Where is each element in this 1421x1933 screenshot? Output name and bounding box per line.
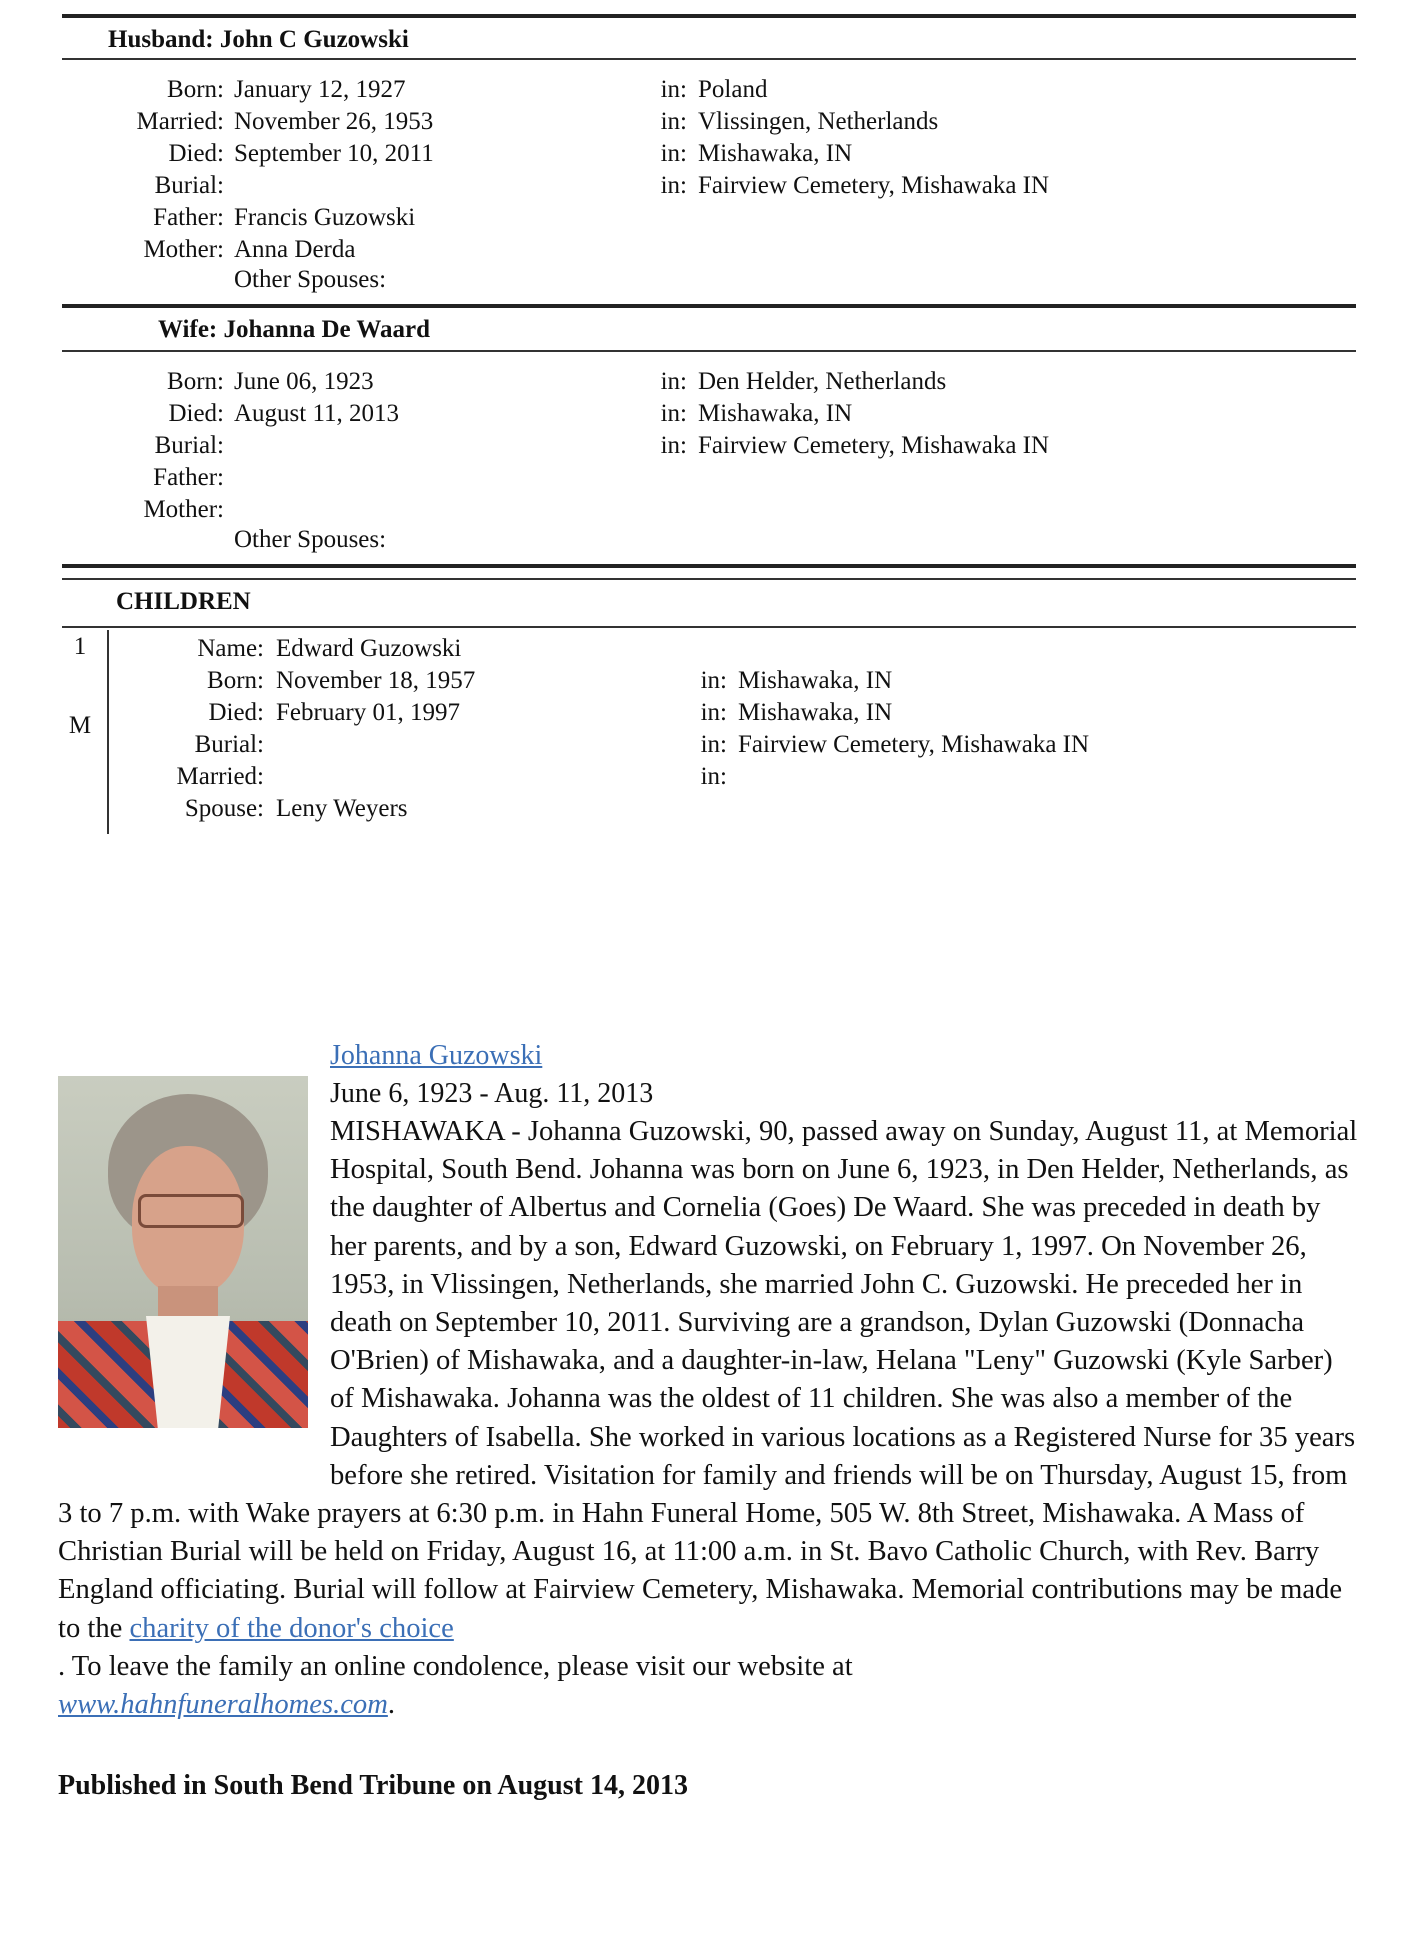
field-value: Leny Weyers: [276, 795, 408, 822]
place-label: in:: [700, 731, 727, 758]
field-label: Born:: [167, 368, 224, 395]
field-label: Father:: [153, 464, 224, 491]
obituary-dates: June 6, 1923 - Aug. 11, 2013: [330, 1078, 654, 1109]
field-label: Burial:: [194, 731, 264, 758]
place-label: in:: [700, 699, 727, 726]
field-label: Father:: [153, 204, 224, 231]
field-value: Edward Guzowski: [276, 635, 462, 662]
place-label: in:: [700, 763, 727, 790]
place-label: in:: [660, 140, 687, 167]
wife-top-rule: [62, 304, 1356, 308]
website-link[interactable]: www.hahnfuneralhomes.com: [58, 1689, 388, 1721]
place-label: in:: [660, 172, 687, 199]
field-value: September 10, 2011: [234, 140, 434, 167]
field-label: Name:: [197, 635, 264, 662]
field-label: Mother:: [143, 496, 224, 523]
wife-name: Johanna De Waard: [223, 316, 431, 343]
field-value: Anna Derda: [234, 236, 356, 263]
child-sex: M: [68, 712, 92, 739]
field-label: Born:: [207, 667, 264, 694]
field-label: Died:: [208, 699, 264, 726]
wife-heading: [158, 316, 430, 344]
place-label: in:: [660, 368, 687, 395]
field-value: August 11, 2013: [234, 400, 400, 427]
place-value: Mishawaka, IN: [738, 699, 893, 726]
place-label: in:: [700, 667, 727, 694]
place-label: in:: [660, 432, 687, 459]
field-value: November 18, 1957: [276, 667, 476, 694]
field-value: November 26, 1953: [234, 108, 434, 135]
end-period: .: [387, 1689, 396, 1721]
field-label: Burial:: [154, 172, 224, 199]
place-value: Fairview Cemetery, Mishawaka IN: [738, 731, 1090, 758]
child-number: 1: [73, 633, 87, 660]
place-value: Poland: [698, 76, 768, 103]
field-label: Spouse:: [184, 795, 264, 822]
place-label: in:: [660, 400, 687, 427]
children-top-rule: [62, 564, 1356, 568]
field-label: Married:: [136, 108, 224, 135]
field-value: June 06, 1923: [234, 368, 374, 395]
field-label: Died:: [168, 140, 224, 167]
place-value: Fairview Cemetery, Mishawaka IN: [698, 432, 1050, 459]
children-heading-rule: [62, 626, 1356, 628]
place-value: Den Helder, Netherlands: [698, 368, 947, 395]
field-label: Mother:: [143, 236, 224, 263]
place-value: Fairview Cemetery, Mishawaka IN: [698, 172, 1050, 199]
obituary-body: [58, 1113, 1358, 1724]
wife-heading-rule: [62, 350, 1356, 352]
husband-heading-label: Husband:: [108, 26, 214, 53]
place-value: Mishawaka, IN: [698, 140, 853, 167]
place-label: in:: [660, 108, 687, 135]
charity-link[interactable]: charity of the donor's choice: [129, 1612, 454, 1644]
field-value: January 12, 1927: [234, 76, 406, 103]
field-label: Burial:: [154, 432, 224, 459]
children-heading: CHILDREN: [116, 588, 251, 615]
field-value: Francis Guzowski: [234, 204, 416, 231]
husband-name: John C Guzowski: [219, 26, 409, 53]
place-value: Mishawaka, IN: [698, 400, 853, 427]
place-label: in:: [660, 76, 687, 103]
obituary-title-link[interactable]: Johanna Guzowski: [330, 1040, 543, 1071]
husband-heading-rule: [62, 58, 1356, 60]
field-value: February 01, 1997: [276, 699, 460, 726]
children-column-divider: [107, 630, 109, 834]
wife-heading-label: Wife:: [158, 316, 218, 343]
field-label: Died:: [168, 400, 224, 427]
husband-heading: [108, 26, 409, 54]
field-label: Born:: [167, 76, 224, 103]
top-rule: [62, 14, 1356, 18]
place-value: Mishawaka, IN: [738, 667, 893, 694]
field-label: Married:: [176, 763, 264, 790]
children-top-rule-thin: [62, 578, 1356, 580]
obituary-text: MISHAWAKA - Johanna Guzowski, 90, passed away on Sunday, August 11, at Memorial Hospital, South Bend. Johanna was born on June 6, 1923, in Den Helder, Netherlands, as the daughter of Albertus and Cornelia (Goes) De Waard. She was preceded in death by her parents, and by a son, Edward Guzowski, on February 1, 1997. On November 26, 1953, in Vlissingen, Netherlands, she married John C. Guzowski. He preceded her in death on September 10, 2011. Surviving are a grandson, Dylan Guzowski (Donnacha O'Brien) of Mishawaka, and a daughter-in-law, Helana "Leny" Guzowski (Kyle Sarber) of Mishawaka. Johanna was the oldest of 11 children. She was also a member of the Daughters of Isabella. She worked in various locations as a Registered Nurse for 35 years before she retired. Visitation for family and friends will be on Thursday, August 15, from 3 to 7 p.m. with Wake prayers at 6:30 p.m. in Hahn Funeral Home, 505 W. 8th Street, Mishawaka. A Mass of Christian Burial will be held on Friday, August 16, at 11:00 a.m. in St. Bavo Catholic Church, with Rev. Barry England officiating. Burial will follow at Fairview Cemetery, Mishawaka. Memorial contributions may be made to the: [58, 1116, 1358, 1644]
place-value: Vlissingen, Netherlands: [698, 108, 939, 135]
published-note: Published in South Bend Tribune on August 14, 2013: [58, 1770, 688, 1801]
obituary-text-after: . To leave the family an online condolence, please visit our website at: [58, 1650, 853, 1682]
